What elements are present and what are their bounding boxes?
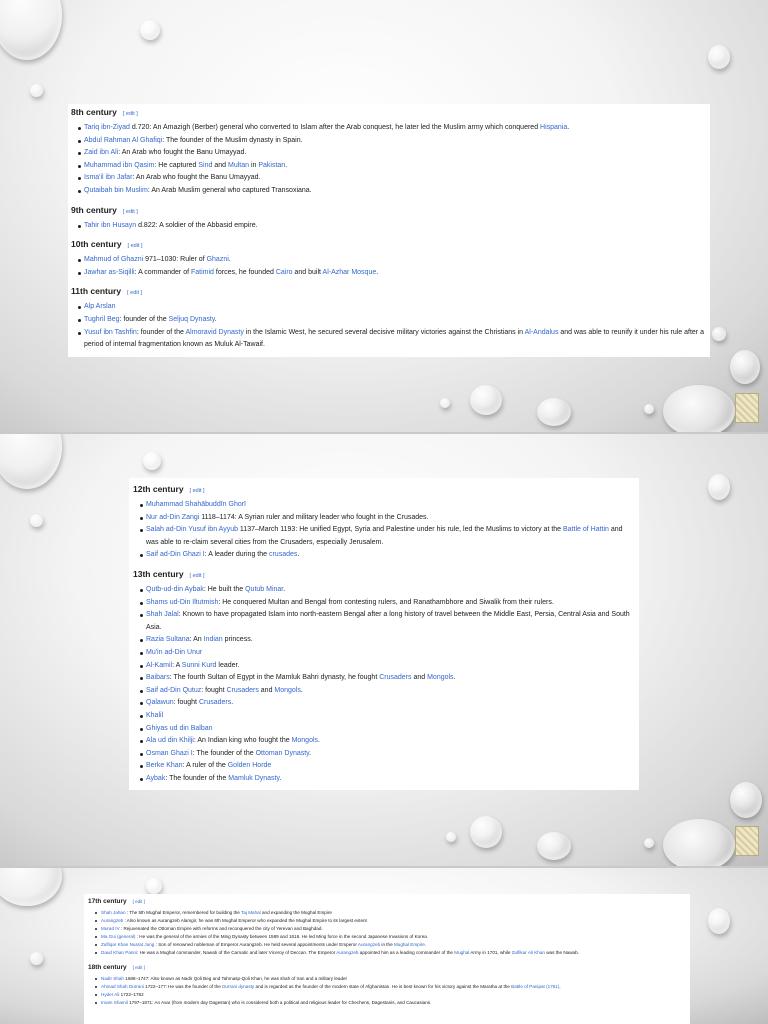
water-drop-decoration	[0, 868, 62, 906]
item-text: in the Islamic West, he secured several decisive military victories against the Christians in	[243, 328, 525, 336]
item-text: .	[300, 686, 303, 694]
list-item	[97, 909, 686, 917]
edit-link[interactable]: [ edit ]	[127, 243, 143, 250]
item-text: 1722–177: He was the founder of the	[143, 984, 223, 989]
list-item	[142, 660, 635, 673]
slide-3	[0, 868, 768, 1024]
list-item	[97, 941, 686, 949]
list-item	[142, 584, 635, 597]
wiki-link[interactable]: Khalil	[146, 711, 164, 719]
water-drop-decoration	[712, 327, 726, 341]
item-text: and expanding the Mughal Empire	[260, 910, 332, 915]
item-text: .	[376, 268, 379, 276]
wiki-link[interactable]: Sind	[198, 161, 213, 169]
item-text: : The founder of the	[165, 774, 229, 782]
water-drop-decoration	[0, 434, 62, 489]
edit-link[interactable]: [ edit ]	[122, 208, 138, 215]
item-text: .	[297, 551, 300, 559]
list-item	[80, 172, 707, 185]
list-item	[80, 122, 707, 135]
list-item	[80, 254, 707, 267]
item-text: : He built the	[203, 585, 246, 593]
water-drop-decoration	[146, 878, 162, 894]
item-text: leader.	[216, 661, 240, 669]
wiki-link[interactable]: Daud Khan Panni	[101, 950, 138, 955]
wiki-link[interactable]: Saif ad-Din Qutuz	[146, 686, 202, 694]
water-drop-decoration	[730, 350, 760, 384]
wiki-link[interactable]: Saif ad-Din Ghazi I	[146, 551, 205, 559]
wiki-link[interactable]: Shah Jalal	[146, 611, 179, 619]
item-text: : Also known as Aurangzeb Alamgir, he was 6th Mughal Emperor who expanded the Mughal Empire to its largest extent	[123, 918, 367, 923]
content-panel-3	[84, 894, 690, 1024]
section-heading-text: 12th century	[133, 484, 184, 494]
wiki-link[interactable]: Mughal Empire	[393, 942, 425, 947]
wiki-link[interactable]: Al-Azhar Mosque	[322, 268, 377, 276]
wiki-link[interactable]: Qutub Minar	[245, 585, 284, 593]
item-text: : An	[189, 636, 204, 644]
water-drop-decoration	[470, 816, 502, 848]
section-heading-text: 8th century	[71, 107, 117, 117]
wiki-link[interactable]: Aurangzeb	[101, 918, 124, 923]
item-text: : He captured	[154, 161, 199, 169]
water-drop-decoration	[537, 398, 571, 426]
list-item	[80, 314, 707, 327]
water-drop-decoration	[0, 0, 62, 60]
item-text: 1722–1782	[119, 992, 144, 997]
item-text: : The 5th Mughal Emperor, remembered for building the	[125, 910, 242, 915]
item-text: .	[279, 774, 282, 782]
wiki-link[interactable]: Hyder Ali	[101, 992, 120, 997]
item-text: forces, he founded	[213, 268, 276, 276]
list-item	[142, 512, 635, 525]
item-text: .	[283, 585, 286, 593]
section-heading	[71, 238, 707, 252]
wiki-link[interactable]: Seljuq Dynasty	[168, 315, 215, 323]
item-text: in	[249, 161, 259, 169]
item-text: : fought	[173, 699, 199, 707]
item-text: : Son of renowned nobleman of Emperor Aurangzeb. He held several appointments under Emperor	[154, 942, 358, 947]
wiki-link[interactable]: Ottoman Dynasty	[255, 749, 310, 757]
item-text: 1797–1871: An Avar (from modern day Dagestan) who is considered both a political and religious leader for Chechens, Dagestanis, and Caucasians.	[127, 1000, 432, 1005]
edit-link[interactable]: [ edit ]	[127, 290, 143, 297]
list-item	[142, 685, 635, 698]
wiki-link[interactable]: Zulfikar Ali Khan	[511, 950, 545, 955]
wiki-link[interactable]: Tariq ibn-Ziyad	[84, 124, 130, 131]
section-list	[71, 301, 707, 351]
item-text: : founder of the	[136, 328, 186, 336]
list-item	[97, 949, 686, 957]
wiki-link[interactable]: Al-Kamil	[146, 661, 173, 669]
wiki-link[interactable]: Hispania	[540, 124, 568, 131]
section-heading	[71, 285, 707, 299]
list-item	[80, 185, 707, 198]
edit-link[interactable]: [ edit ]	[132, 965, 145, 970]
wiki-link[interactable]: Multan	[227, 161, 249, 169]
section-heading-text: 11th century	[71, 286, 122, 297]
section-heading	[133, 483, 635, 497]
list-item	[142, 597, 635, 610]
wiki-link[interactable]: Aurangzeb	[357, 942, 381, 947]
item-text: .	[424, 942, 427, 947]
wiki-link[interactable]: Taj Mahal	[241, 910, 261, 915]
wiki-link[interactable]: Mongols	[427, 674, 454, 682]
water-drop-decoration	[446, 832, 456, 842]
list-item	[97, 999, 686, 1007]
section-heading-text: 17th century	[88, 898, 127, 905]
section-heading-text: 9th century	[71, 204, 117, 215]
section-heading-text: 13th century	[133, 568, 184, 579]
wiki-link[interactable]: Aybak	[146, 774, 166, 782]
edit-link[interactable]: [ edit ]	[132, 899, 145, 904]
list-item	[80, 160, 707, 173]
list-item	[142, 773, 635, 786]
wiki-link[interactable]: Zaid ibn Ali	[84, 149, 119, 157]
wiki-link[interactable]: Nur ad-Din Zangi	[146, 513, 200, 521]
section-list	[71, 254, 707, 279]
section-heading	[88, 963, 686, 973]
item-text: was the Nawab.	[544, 950, 579, 955]
item-text: appointed him as a leading commander of the	[358, 950, 455, 955]
wiki-link[interactable]: Shah Jahan	[101, 910, 126, 915]
section-list	[88, 909, 686, 957]
list-item	[142, 723, 635, 736]
item-text: .	[559, 984, 561, 989]
section-list	[133, 584, 635, 786]
list-item	[80, 267, 707, 280]
water-drop-decoration	[663, 819, 735, 866]
list-item	[97, 925, 686, 933]
item-text: : An Arab who fought the Banu Umayyad.	[118, 149, 247, 157]
wiki-link[interactable]: Aurangzeb	[336, 950, 359, 955]
wiki-link[interactable]: Isma'il ibn Jafar	[84, 174, 133, 182]
wiki-link[interactable]: Mahmud of Ghazni	[84, 256, 144, 264]
item-text: : The founder of the	[192, 749, 256, 757]
item-text: : An Arab who fought the Banu Umayyad.	[132, 174, 261, 182]
item-text: : The founder of the Muslim dynasty in Spain.	[162, 136, 303, 144]
list-item	[80, 147, 707, 160]
item-text: : He conquered Multan and Bengal from contesting rulers, and Ranathambhore and Siwalik from their rulers.	[218, 598, 554, 606]
item-text: : Known to have propagated Islam into north-eastern Bengal after a long history of travel between the Middle East, Persia, Central Asia and South Asia.	[146, 611, 630, 631]
item-text: : The fourth Sultan of Egypt in the Mamluk Bahri dynasty, he fought	[169, 674, 380, 682]
list-item	[142, 672, 635, 685]
list-item	[142, 549, 635, 562]
item-text: .	[453, 674, 456, 682]
water-drop-decoration	[537, 832, 571, 860]
wiki-link[interactable]: Battle of Panipat (1761)	[511, 984, 560, 989]
item-text: : Rejuvenated the Ottoman Empire with reforms and reconquered the city of Yerevan and Baghdad.	[119, 926, 323, 931]
wiki-link[interactable]: Razia Sultana	[146, 636, 190, 644]
water-drop-decoration	[440, 398, 450, 408]
item-text: : A	[172, 661, 182, 669]
wiki-link[interactable]: Qalawun	[146, 699, 174, 707]
list-item	[142, 609, 635, 634]
section-heading	[71, 204, 707, 218]
list-item	[97, 983, 686, 991]
wiki-link[interactable]: Golden Horde	[227, 762, 272, 770]
item-text: : An Indian king who fought the	[193, 737, 292, 745]
item-text: 1137–March 1193: He unified Egypt, Syria and Palestine under his rule, led the Muslims to victory at the	[237, 526, 564, 534]
item-text: Army in 1701, while	[469, 950, 512, 955]
list-item	[142, 748, 635, 761]
section-list	[71, 220, 707, 233]
stamp-decoration	[735, 393, 759, 423]
item-text: and is regarded as the founder of the modern state of Afghanistan. He is best known for his victory against the Maratha at the	[254, 984, 512, 989]
water-drop-decoration	[30, 84, 43, 97]
list-item	[97, 933, 686, 941]
item-text: .	[567, 124, 570, 131]
list-item	[142, 524, 635, 549]
item-text: .	[318, 737, 320, 745]
section-list	[133, 499, 635, 562]
item-text: : fought	[201, 686, 227, 694]
wiki-link[interactable]: Pakistan	[258, 161, 286, 169]
wiki-link[interactable]: Ahmad Shah Durrani	[101, 984, 144, 989]
wiki-link[interactable]: crusades	[268, 551, 298, 559]
list-item	[142, 634, 635, 647]
wiki-link[interactable]: Salah ad-Din Yusuf ibn Ayyub	[146, 526, 238, 534]
content-panel-1	[68, 104, 710, 357]
wiki-link[interactable]: Baibars	[146, 674, 170, 682]
item-text: in the	[380, 942, 394, 947]
list-item	[97, 917, 686, 925]
water-drop-decoration	[708, 474, 730, 500]
item-text: : A ruler of the	[182, 762, 228, 770]
item-text: : An Arab Muslim general who captured Transoxiana.	[147, 186, 312, 194]
item-text: and was able to reunify it under his rule after a period of internal fragmentation known as Muluk Al-Tawaif.	[84, 328, 704, 349]
wiki-link[interactable]: Qutaibah bin Muslim	[84, 186, 148, 194]
item-text: : founder of the	[119, 315, 169, 323]
water-drop-decoration	[644, 404, 654, 414]
wiki-link[interactable]: Imam Shamil	[101, 1000, 128, 1005]
item-text: and	[411, 674, 428, 682]
edit-link[interactable]: [ edit ]	[122, 111, 138, 117]
wiki-link[interactable]: Sunni	[181, 661, 200, 669]
wiki-link[interactable]: Al-Andalus	[524, 328, 559, 336]
section-heading	[133, 568, 635, 582]
item-text: .	[231, 699, 234, 707]
wiki-link[interactable]: Durrani dynasty	[222, 984, 255, 989]
water-drop-decoration	[663, 385, 735, 432]
list-item	[142, 697, 635, 710]
wiki-link[interactable]: Ala ud din Khilji	[146, 737, 194, 745]
wiki-link[interactable]: Tughril Beg	[84, 315, 120, 323]
wiki-link[interactable]: Osman Ghazi I	[146, 749, 193, 757]
water-drop-decoration	[644, 838, 654, 848]
item-text: d.822: A soldier of the Abbasid empire.	[136, 221, 258, 229]
section-list	[88, 975, 686, 1007]
water-drop-decoration	[143, 452, 161, 470]
wiki-link[interactable]: Zulfiqar Khan Nusrat Jung	[101, 942, 155, 947]
item-text: and	[258, 686, 275, 694]
wiki-link[interactable]: Cairo	[275, 268, 293, 276]
wiki-link[interactable]: Crusaders	[226, 686, 259, 694]
wiki-link[interactable]: Indian	[203, 636, 223, 644]
edit-link[interactable]: [ edit ]	[189, 572, 205, 579]
slide-2	[0, 434, 768, 866]
wiki-link[interactable]: Crusaders	[198, 699, 232, 707]
water-drop-decoration	[30, 952, 43, 965]
wiki-link[interactable]: Kurd	[201, 661, 217, 669]
list-item	[142, 499, 635, 512]
water-drop-decoration	[30, 514, 43, 527]
list-item	[80, 327, 707, 352]
item-text: : A leader during the	[204, 551, 269, 559]
item-text: and built	[292, 268, 323, 276]
section-heading-text: 10th century	[71, 239, 122, 250]
edit-link[interactable]: [ edit ]	[189, 488, 205, 494]
wiki-link[interactable]: Muhammad ibn Qasim	[84, 161, 155, 169]
wiki-link[interactable]: Yusuf ibn Tashfin	[84, 328, 137, 336]
wiki-link[interactable]: Berke Khan	[146, 762, 183, 770]
wiki-link[interactable]: Mu'in ad-Din Unur	[146, 648, 203, 656]
slide-1	[0, 0, 768, 432]
wiki-link[interactable]: Murad IV	[101, 926, 120, 931]
wiki-link[interactable]: Alp Arslan	[84, 303, 116, 311]
item-text: princess.	[222, 636, 253, 644]
item-text: .	[285, 161, 288, 169]
water-drop-decoration	[708, 45, 730, 69]
item-text: .	[214, 315, 217, 323]
list-item	[142, 647, 635, 660]
wiki-link[interactable]: Tahir ibn Husayn	[84, 221, 137, 229]
list-item	[80, 135, 707, 148]
water-drop-decoration	[140, 20, 160, 40]
item-text: : A commander of	[134, 268, 191, 276]
item-text: d.720: An Amazigh (Berber) general who converted to Islam after the Arab conquest, he later led the Muslim army which conquered	[129, 124, 541, 131]
section-list	[71, 122, 707, 198]
wiki-link[interactable]: Qutb-ud-din Aybak	[146, 585, 204, 593]
list-item	[142, 710, 635, 723]
wiki-link[interactable]: Mamluk Dynasty	[228, 774, 280, 782]
water-drop-decoration	[730, 782, 762, 818]
wiki-link[interactable]: Mongols	[274, 686, 301, 694]
wiki-link[interactable]: Ghazni	[206, 256, 229, 264]
item-text: .	[228, 256, 231, 264]
wiki-link[interactable]: Muhammad Shahābuddīn Ghorī	[146, 501, 247, 508]
wiki-link[interactable]: Mongols	[291, 737, 319, 745]
list-item	[80, 301, 707, 314]
list-item	[142, 760, 635, 773]
item-text: : He was a Mughal commander, Nawab of the Carnatic and later Viceroy of Deccan. The Emperor	[137, 950, 337, 955]
wiki-link[interactable]: Nadir Shah	[101, 976, 124, 981]
wiki-link[interactable]: Battle of Hattin	[563, 526, 609, 534]
content-panel-2	[129, 478, 639, 790]
wiki-link[interactable]: Jawhar as-Siqilli	[84, 268, 135, 276]
list-item	[142, 735, 635, 748]
wiki-link[interactable]: Almoravid Dynasty	[185, 328, 244, 336]
section-heading	[71, 106, 707, 120]
wiki-link[interactable]: Ghiyas ud din Balban	[146, 724, 213, 732]
wiki-link[interactable]: Abdul Rahman Al Ghafiqi	[84, 136, 163, 144]
list-item	[97, 991, 686, 999]
wiki-link[interactable]: Fatimid	[191, 268, 214, 276]
item-text: 1688–1747: Also known as Nadir Qoli Beg and Tahmasp-Qoli Khan, he was shah of Iran and a military leader	[123, 976, 348, 981]
water-drop-decoration	[708, 908, 730, 934]
list-item	[80, 220, 707, 233]
wiki-link[interactable]: Ma Gui (general)	[101, 934, 136, 939]
list-item	[97, 975, 686, 983]
section-heading	[88, 897, 686, 907]
wiki-link[interactable]: Shams ud-Din Iltutmish	[146, 598, 219, 606]
item-text: and was able to re-claim several cities from the Crusaders, especially Jerusalem.	[146, 526, 623, 546]
wiki-link[interactable]: Mughal	[454, 950, 470, 955]
item-text: .	[309, 749, 312, 757]
item-text: 971–1030: Ruler of	[143, 256, 207, 264]
item-text: 1118–1174: A Syrian ruler and military leader who fought in the Crusades.	[199, 513, 429, 521]
section-heading-text: 18th century	[88, 964, 127, 971]
wiki-link[interactable]: Crusaders	[379, 674, 412, 682]
item-text: and	[212, 161, 228, 169]
stamp-decoration	[735, 826, 759, 856]
item-text: : He was the general of the armies of the Ming Dynasty between 1589 and 1618. He led Ming force in the second Japanese Invasions of Korea.	[135, 934, 429, 939]
water-drop-decoration	[470, 385, 502, 415]
